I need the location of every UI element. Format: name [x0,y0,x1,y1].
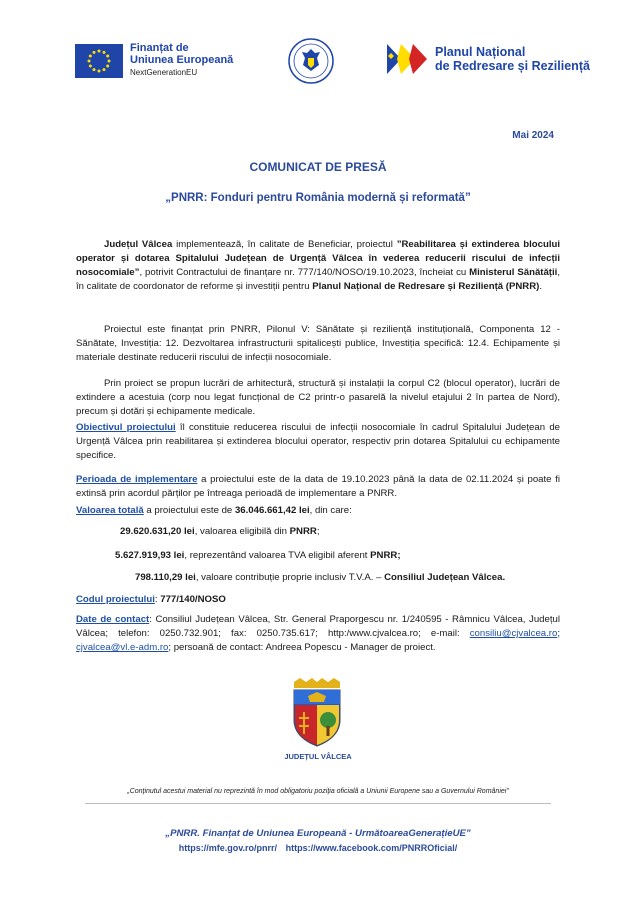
pnrr-line1: Planul Național [435,45,526,59]
eu-star-icon [106,64,109,67]
works-paragraph: Prin proiect se propun lucrări de arhitectură, structură și instalații la corpul C2 (blocul operator), lucrări de extindere a acestuia (corp nou legat funcțional de C2 printr-o pasarelă la nivelul etajului 2 în partea de Nord), precum și dotări și echipamente medicale. [76,378,560,417]
project-code-paragraph [76,593,560,607]
intro-paragraph [76,238,560,294]
eu-flag-icon [75,44,123,78]
footer-links [0,843,636,853]
coordinator-text: , în calitate de coordonator de reforme și investiții pentru [76,267,561,292]
email-link-cjvalcea[interactable]: cjvalcea@vl.e-adm.ro [76,642,169,653]
project-code-sep: : [154,594,161,605]
document-date: Mai 2024 [512,130,554,141]
objective-label: Obiectivul proiectului [76,422,176,433]
project-code-label: Codul proiectului [76,594,155,605]
pnrr-name: Planul Național de Redresare și Reziliență (PNRR) [312,281,540,292]
email-link-consiliu[interactable]: consiliu@cjvalcea.ro [469,628,558,639]
amount-text: , valoarea eligibilă din [194,526,290,537]
eu-funding-line3: NextGenerationEU [130,68,198,77]
eu-star-icon [89,54,92,57]
eu-star-icon [88,59,91,62]
eu-star-icon [103,68,106,71]
project-code-value: 777/140/NOSO [160,594,226,605]
contact-label: Date de contact [76,614,150,625]
eu-funding-line2: Uniunea Europeană [130,54,234,66]
county-name: JUDEȚUL VÂLCEA [284,752,352,761]
total-value-label: Valoarea totală [76,505,144,516]
amount-bold: PNRR [289,526,317,537]
total-value-amount: 36.046.661,42 lei [234,505,310,516]
footer-link-mfe[interactable]: https://mfe.gov.ro/pnrr/ [178,843,278,853]
amount-value: 798.110,29 lei [135,572,196,583]
objective-paragraph [76,421,560,463]
document-subtitle: „PNRR: Fonduri pentru România modernă și reformată” [165,192,471,204]
ministry-name: Ministerul Sănătății [469,267,558,278]
romanian-government-seal [288,38,334,84]
pnrr-line2: de Redresare și Reziliență [435,59,590,73]
eu-star-icon [106,54,109,57]
eu-star-icon [93,50,96,53]
eu-star-icon [89,64,92,67]
eu-funding-logo [75,42,233,79]
contract-text: , potrivit Contractului de finanțare nr. 777/140/NOSO/19.10.2023, încheiat cu [139,267,470,278]
valcea-coat-of-arms-icon [286,678,348,748]
total-value-paragraph [76,504,560,518]
financing-paragraph: Proiectul este finanțat prin PNRR, Pilonul V: Sănătate și reziliență instituțională, Componenta 12 - Sănătate, Investiția: 12. Dezvoltarea infrastructurii spitalicești publice, Investiția specifică: 12.4. Echipamente și materiale destinate reducerii riscului de infecții nosocomiale. [76,324,560,363]
period-paragraph [76,473,560,501]
disclaimer: „Conținutul acestui material nu reprezintă în mod obligatoriu poziția oficială a Uniunii Europene sau a Guvernului României” [127,788,509,795]
intro-end: . [539,281,543,292]
amount-bold: Consiliul Județean Vâlcea. [384,572,506,583]
document-title: COMUNICAT DE PRESĂ [249,160,387,174]
contact-text: : Consiliul Județean Vâlcea, Str. General Praporgescu nr. 1/240595 - Râmnicu Vâlcea, Județul Vâlcea; telefon: 0250.732.901; fax: 0250.735.617; http:/www.cjvalcea.ro; e-mail: [76,614,560,639]
period-label: Perioada de implementare [76,474,198,485]
footer-link-facebook[interactable]: https://www.facebook.com/PNRROficial/ [285,843,458,853]
eu-star-icon [93,68,96,71]
footer-slogan: „PNRR. Finanțat de Uniunea Europeană - UrmătoareaGenerațieUE” [165,828,471,839]
amount-value: 5.627.919,93 lei [115,550,185,561]
period-text: a proiectului este de la data de 19.10.2023 până la data de 02.11.2024 și poate fi extinsă prin acordul părților pe întreaga perioadă de implementare a PNRR. [76,474,560,499]
eu-star-icon [103,50,106,53]
amount-line-eligible [120,526,319,537]
amount-text: , reprezentând valoarea TVA eligibil aferent [184,550,371,561]
pnrr-logo [387,44,590,74]
total-value-text: a proiectului este de [143,505,235,516]
total-value-tail: , din care: [309,505,352,516]
amount-tail: ; [316,526,320,537]
amount-line-own-contribution [135,572,505,583]
eu-star-icon [98,69,101,72]
objective-text: îl constituie reducerea riscului de infecții nosocomiale în cadrul Spitalului Județean de Urgență Vâlcea prin reabilitarea și extinderea blocului operator, respectiv prin dotarea Spitalului cu echipamente specifice. [76,422,560,461]
eu-funding-line1: Finanțat de [130,42,189,54]
contact-tail: ; persoană de contact: Andreea Popescu - Manager de proiect. [168,642,436,653]
amount-bold: PNRR; [370,550,401,561]
footer-divider [85,803,551,804]
amount-value: 29.620.631,20 lei [120,526,195,537]
amount-text: , valoare contribuție proprie inclusiv T.V.A. – [195,572,385,583]
contact-sep: ; [557,628,560,639]
pnrr-flag-icon [387,44,427,74]
beneficiary-name: Județul Vâlcea [104,239,173,250]
amount-line-vat [115,550,401,561]
eu-star-icon [108,59,111,62]
project-title: ”Reabilitarea și extinderea blocului operator și dotarea Spitalului Județean de Urgență Vâlcea în vederea reducerii riscului de infecții nosocomiale” [76,239,561,278]
eu-star-icon [98,49,101,52]
intro-text: implementează, în calitate de Beneficiar, proiectul [172,239,397,250]
contact-paragraph [76,613,560,655]
